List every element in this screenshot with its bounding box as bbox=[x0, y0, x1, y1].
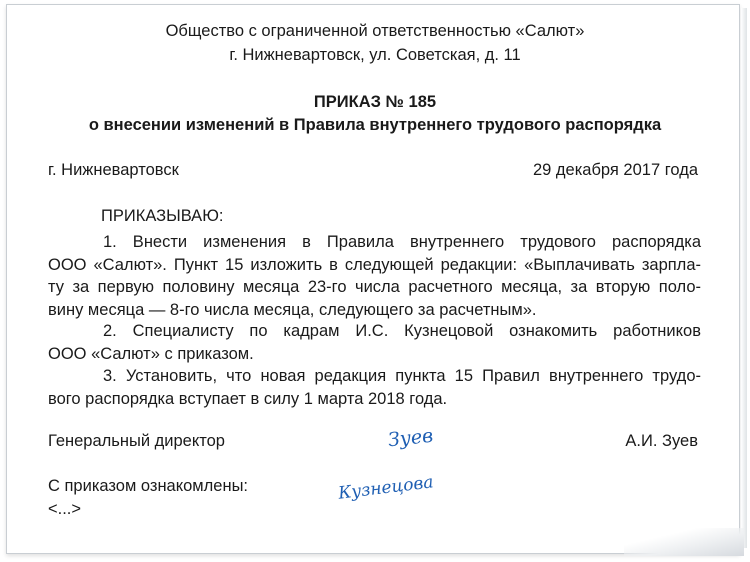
director-signature: Зуев bbox=[386, 424, 435, 452]
item-1-line: вину месяца — 8-го числа месяца, следующего за расчетным». bbox=[48, 300, 537, 319]
page-edge-shadow bbox=[741, 8, 747, 548]
item-1-line: ООО «Салют». Пункт 15 изложить в следующей редакции: «Выплачивать зарпла- bbox=[48, 255, 701, 274]
item-3-line: 3. Установить, что новая редакция пункта 15 Правил внутреннего трудо- bbox=[103, 367, 701, 385]
item-3-line: вого распорядка вступает в силу 1 марта 2018 года. bbox=[48, 389, 448, 408]
acknowledgement-label: С приказом ознакомлены: bbox=[48, 477, 249, 495]
item-1-line: ту за первую половину месяца 23-го числа расчетного месяца, за вторую поло- bbox=[48, 278, 701, 296]
page-curl-shadow bbox=[624, 528, 744, 556]
item-3 bbox=[48, 365, 701, 410]
organization-name: Общество с ограниченной ответственностью «Салют» bbox=[165, 22, 585, 40]
item-2 bbox=[48, 320, 701, 365]
organization-address: г. Нижневартовск, ул. Советская, д. 11 bbox=[229, 46, 521, 64]
item-2-line: ООО «Салют» с приказом. bbox=[48, 344, 254, 363]
order-subject: о внесении изменений в Правила внутреннего трудового распорядка bbox=[88, 116, 662, 134]
acknowledgement-ellipsis: <...> bbox=[48, 500, 82, 518]
signatory-name: А.И. Зуев bbox=[625, 432, 698, 450]
item-1-line: 1. Внести изменения в Правила внутреннего трудового распорядка bbox=[103, 233, 701, 251]
order-word: ПРИКАЗЫВАЮ: bbox=[101, 207, 224, 225]
employee-signature: Кузнецова bbox=[337, 472, 435, 504]
order-title: ПРИКАЗ № 185 bbox=[313, 93, 437, 111]
item-2-line: 2. Специалисту по кадрам И.С. Кузнецовой ознакомить работников bbox=[103, 322, 701, 340]
item-1 bbox=[48, 231, 701, 321]
signatory-position: Генеральный директор bbox=[48, 432, 225, 450]
place-city: г. Нижневартовск bbox=[48, 161, 179, 179]
order-date: 29 декабря 2017 года bbox=[532, 161, 698, 179]
